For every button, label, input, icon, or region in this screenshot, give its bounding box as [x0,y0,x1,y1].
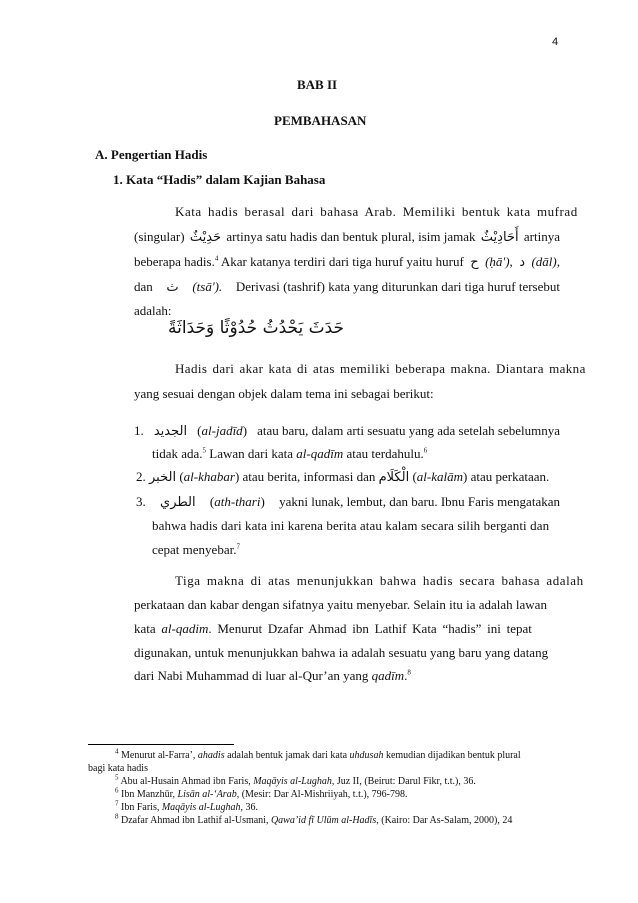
arabic-letter-dal: د [519,255,526,270]
footnote-ref: 8 [407,668,411,677]
footnote-number: 5 [115,773,119,782]
text-run: kemudian dijadikan bentuk plural [383,750,521,761]
text-run: yakni lunak, lembut, dan baru. Ibnu Faris mengatakan [279,494,560,509]
italic-term: al-qadim [161,621,209,636]
para1-line1: Kata hadis berasal dari bahasa Arab. Memiliki bentuk kata mufrad [175,204,578,219]
text-run: artinya satu hadis dan bentuk plural, isim jamak [226,229,476,244]
text-run: , 36. [240,802,258,813]
text-run: , (Mesir: Dar Al-Mishriiyah, t.t.), 796-798. [236,789,408,800]
italic-term: Maqāyis al-Lughah [161,802,241,813]
text-run: dari Nabi Muhammad di luar al-Qur’an yang [134,668,372,683]
text-run: Ibn Faris, [118,802,162,813]
page-number: 4 [552,36,559,48]
list-number: 1. [134,423,144,438]
list-number: 3. [136,494,146,509]
text-run: atau terdahulu. [343,446,424,461]
subsection-heading: 1. Kata “Hadis” dalam Kajian Bahasa [113,172,326,187]
footnote-ref: 6 [423,446,428,455]
translit: (al-jadīd) [197,423,248,438]
footnote [115,747,521,761]
section-heading: A. Pengertian Hadis [95,147,208,162]
footnote-cont: bagi kata hadis [88,763,148,774]
arabic-word-ahadits: أَحَادِيْثٌ [480,230,519,245]
translit-dal: (dāl), [531,254,560,269]
arabic-word: الطري [160,495,196,510]
para3-line3 [134,621,532,637]
footnote-number: 8 [115,812,119,821]
italic-term: al-qadīm [296,446,344,461]
text-run: artinya [523,229,560,244]
list-item: 2. الخبر (al-khabar) atau berita, informasi dan الْكَلَام (al-kalām) atau perkataan. [136,469,550,485]
footnote-ref: 7 [236,542,240,551]
list-number: 2. [136,469,146,484]
footnote [115,786,408,800]
text-run [134,254,464,270]
arabic-letter-tsa: ث [166,280,179,295]
translit-text: al-kalām [416,469,463,484]
para2-line1: Hadis dari akar kata di atas memiliki beberapa makna. Diantara makna [175,361,586,376]
text-run: dan [134,279,153,294]
text-run: adalah bentuk jamak dari kata [224,750,350,761]
arabic-word: الْكَلَام [378,470,410,485]
text-run: cepat menyebar. [152,542,237,557]
italic-term: ahadis [197,750,225,761]
footnote-ref: 4 [214,254,219,263]
chapter-label: BAB II [297,77,338,92]
footnote [115,799,258,813]
text-run: Ibn Manzhūr, [118,789,178,800]
footnote [115,773,476,787]
list-item [134,423,560,439]
para3-line2: perkataan dan kabar dengan sifatnya yaitu menyebar. Selain itu ia adalah lawan [134,597,547,612]
text-run: Dzafar Ahmad ibn Lathif al-Usmani, [118,815,271,826]
list-item-cont: bahwa hadis dari kata ini karena berita atau kalam secara silih berganti dan [152,518,550,533]
footnote [115,812,513,826]
para3-line1: Tiga makna di atas menunjukkan bahwa hadis secara bahasa adalah [175,573,584,588]
footnote-number: 4 [115,747,119,756]
italic-term: Qawa’id fī Ulūm al-Hadīs [270,815,377,826]
para3-line4: digunakan, untuk menunjukkan bahwa ia adalah sesuatu yang baru yang datang [134,645,549,660]
italic-term: Lisān al-‘Arab [177,789,237,800]
para1-line2 [134,229,560,245]
arabic-letter-ha: ح [470,255,479,270]
footnote-separator [88,744,234,745]
translit: (ath-thari) [209,494,265,509]
chapter-title: PEMBAHASAN [274,113,367,128]
text-run: . [404,668,408,683]
text-run: Menurut al-Farra’, [118,750,198,761]
translit-text: al-khabar [183,469,235,484]
text-run: , Juz II, (Beirut: Darul Fikr, t.t.), 36. [331,776,476,787]
footnote-number: 7 [115,799,119,808]
translit-text: ath-thari [214,494,261,509]
text-run: atau baru, dalam arti sesuatu yang ada setelah sebelumnya [257,423,560,438]
italic-term: qadīm [371,668,405,683]
arabic-word: الخبر [149,470,177,485]
text-run: Derivasi (tashrif) kata yang diturunkan dari tiga huruf tersebut [235,279,560,294]
italic-term: Maqāyis al-Lughah [253,776,332,787]
para1-line3 [134,254,560,270]
footnote-number: 6 [115,786,119,795]
italic-term: uhdusah [349,750,384,761]
text-run: . Menurut Dzafar Ahmad ibn Lathif Kata “hadis” ini tepat [208,621,532,636]
list-item-cont [152,446,427,462]
arabic-word: الجديد [153,424,188,439]
text-run: atau berita, informasi dan [242,469,376,484]
text-run: Abu al-Husain Ahmad ibn Faris, [118,776,254,787]
arabic-word-hadits: حَدِيْثٌ [189,230,222,245]
para1-line5: adalah: [134,303,172,318]
list-item-cont [152,542,240,558]
footnote-ref: 5 [202,446,207,455]
translit-tsa: (tsā'). [192,279,223,294]
para1-line4 [134,279,560,295]
text-run: tidak ada. [152,446,203,461]
para2-line2: yang sesuai dengan objek dalam tema ini sebagai berikut: [134,386,434,401]
text-run: atau perkataan. [470,469,550,484]
text-run: (singular) [134,229,185,244]
text-run: , (Kairo: Dar As-Salam, 2000), 24 [376,815,513,826]
translit-text: al-jadīd [201,423,243,438]
arabic-tashrif: حَدَثَ يَحْدُثُ حُدُوْثًا وَحَدَاثَةً [168,318,345,338]
list-item [136,494,560,510]
text-run: kata [134,621,162,636]
text-run: Akar katanya terdiri dari tiga huruf yaitu huruf [218,254,464,269]
translit-ha: (ḥā'), [485,254,513,269]
text-run: Lawan dari kata [206,446,297,461]
para3-line5 [134,668,411,684]
text-run: beberapa hadis. [134,254,215,269]
